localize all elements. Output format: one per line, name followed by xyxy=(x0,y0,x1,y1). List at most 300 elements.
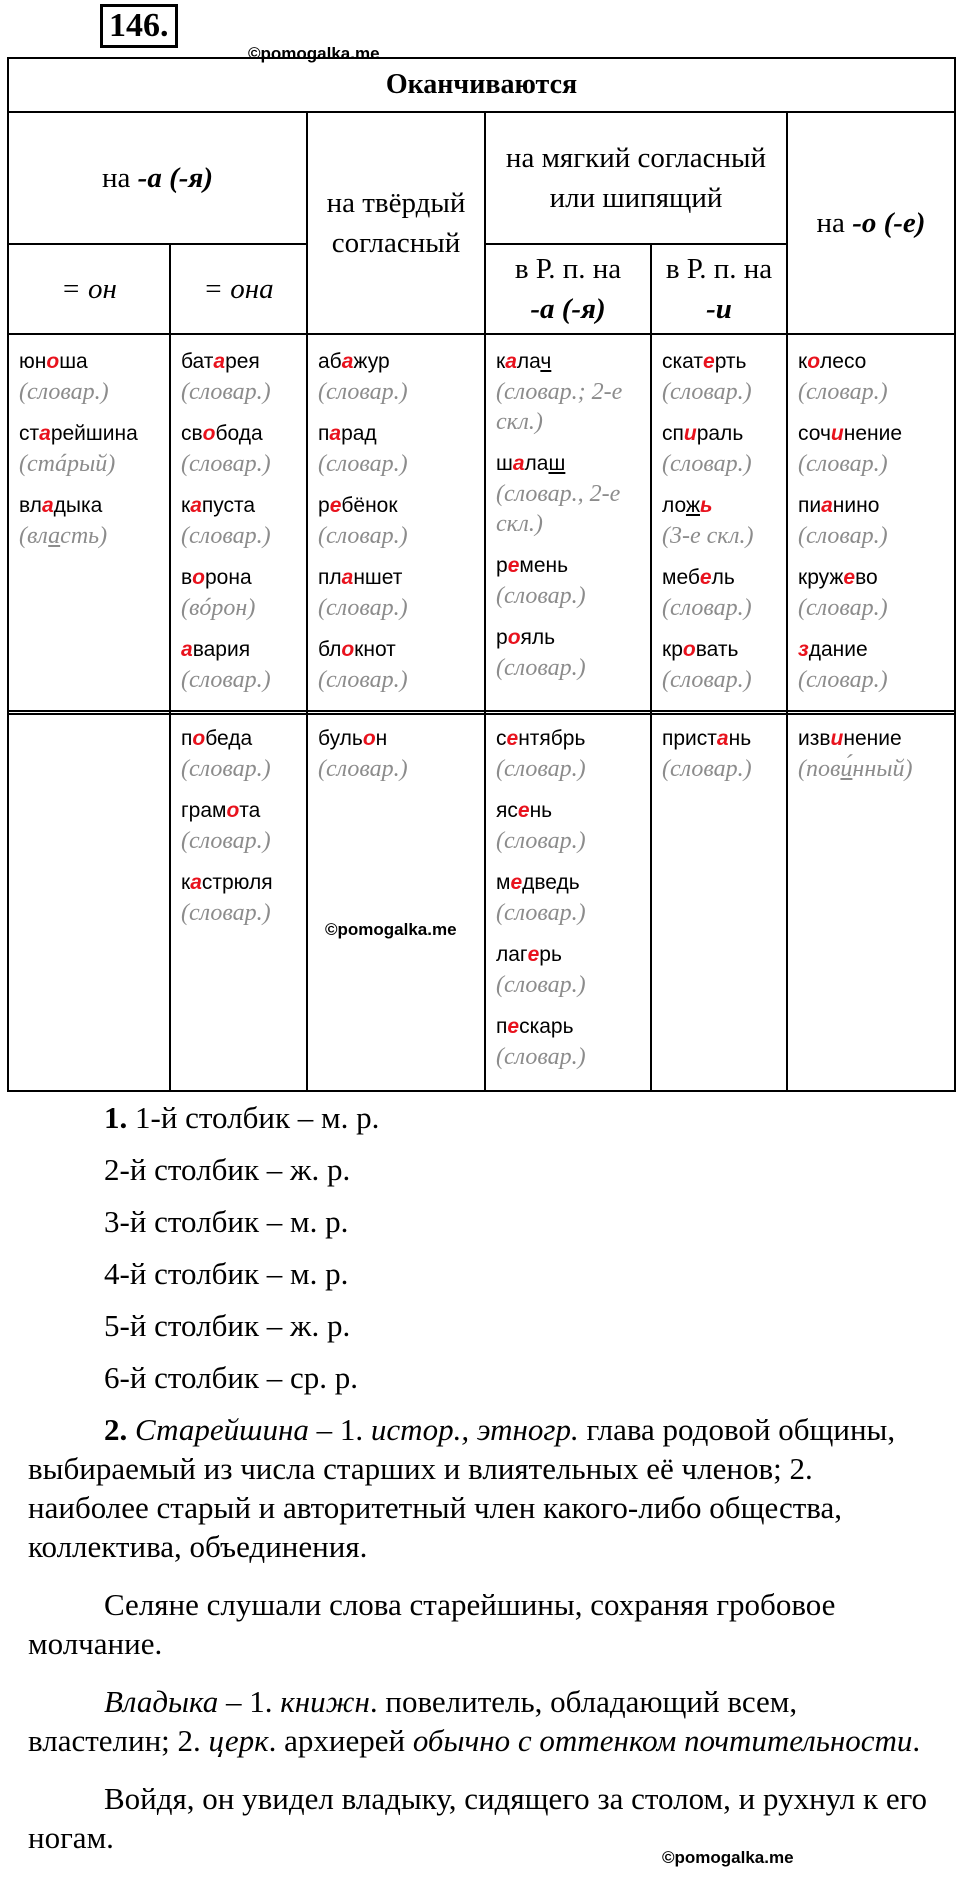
word-part: п xyxy=(318,422,330,445)
word-part: пуста xyxy=(201,494,256,517)
word-part: меб xyxy=(662,566,700,589)
word-part: беда xyxy=(205,727,253,750)
word-entry xyxy=(496,551,642,611)
note-part: (словар.) xyxy=(496,828,586,854)
example-vladyka: Войдя, он увидел владыку, сидящего за столом, и рухнул к его ногам. xyxy=(28,1781,928,1855)
word-entry xyxy=(496,724,642,784)
word-entry xyxy=(181,347,298,407)
def2-e: . архиерей xyxy=(268,1723,413,1758)
subhead-rp-i-suffix: -и xyxy=(706,293,732,325)
word-part: м xyxy=(496,871,511,894)
group-o-prefix: на xyxy=(816,207,853,239)
word xyxy=(496,724,642,754)
word xyxy=(181,868,298,898)
word-part: е xyxy=(507,1015,520,1038)
word-part: о xyxy=(202,422,216,445)
note-part: (словар.) xyxy=(662,595,752,621)
word-part: рея xyxy=(225,350,260,373)
word-entry xyxy=(318,563,476,623)
word-entry xyxy=(798,347,946,407)
word-part: нтябрь xyxy=(518,727,586,750)
word xyxy=(798,347,946,377)
word xyxy=(496,623,642,653)
word-note xyxy=(662,449,778,479)
word xyxy=(662,724,778,754)
word-entry xyxy=(662,347,778,407)
word-part: сп xyxy=(662,422,684,445)
note-part: (вл xyxy=(19,523,49,549)
word-part: юн xyxy=(19,350,47,373)
word-part: стрюля xyxy=(201,871,273,894)
word-entry xyxy=(662,635,778,695)
def2-a: – 1. xyxy=(218,1684,281,1719)
word-part: ж xyxy=(685,494,700,517)
note-part: (словар.) xyxy=(318,523,408,549)
word-part: раль xyxy=(696,422,744,445)
word xyxy=(496,551,642,581)
definition-starejshina xyxy=(28,1410,928,1566)
note-part: á xyxy=(54,451,67,477)
word-entry xyxy=(496,868,642,928)
table.rows1-column-2 xyxy=(170,334,307,714)
word-part: е xyxy=(507,554,520,577)
word-part: пл xyxy=(318,566,342,589)
word-entry xyxy=(798,419,946,479)
note-part: (словар.) xyxy=(798,451,888,477)
word-entry xyxy=(181,491,298,551)
word-note xyxy=(496,1042,642,1072)
word-note xyxy=(496,581,642,611)
word-note xyxy=(19,521,161,551)
answer-2-number: 2. xyxy=(104,1412,128,1447)
word xyxy=(318,419,476,449)
subhead-on-text: = он xyxy=(61,273,117,305)
word xyxy=(181,347,298,377)
word-part: жур xyxy=(353,350,390,373)
word-part: и xyxy=(683,422,697,445)
word xyxy=(798,491,946,521)
word-part: рейшина xyxy=(50,422,138,445)
word xyxy=(181,419,298,449)
word-entry xyxy=(798,491,946,551)
word-note xyxy=(318,665,476,695)
word-entry xyxy=(19,491,161,551)
word-part: о xyxy=(682,638,696,661)
word-note xyxy=(181,826,298,856)
word-part: е xyxy=(699,566,712,589)
word-entry xyxy=(662,491,778,551)
word-note xyxy=(318,521,476,551)
word-part: грам xyxy=(181,799,227,822)
word-part: о xyxy=(807,350,821,373)
word-entry xyxy=(318,419,476,479)
word xyxy=(662,347,778,377)
word xyxy=(19,491,161,521)
word xyxy=(181,563,298,593)
word xyxy=(496,449,642,479)
def1-c: глава родовой общины, выбираемый из числа старших и влиятельных её членов; 2. наиболее старый и авторитетный член какого-либо общества, коллектива, объединения. xyxy=(28,1412,896,1564)
note-part: (словар.) xyxy=(318,595,408,621)
note-part: рон) xyxy=(211,595,256,621)
word xyxy=(662,635,778,665)
note-part: нный) xyxy=(852,756,913,782)
word-part: н xyxy=(375,727,388,750)
note-part: (словар.) xyxy=(181,523,271,549)
word-entry xyxy=(496,1012,642,1072)
def1-a: – 1. xyxy=(308,1412,371,1447)
word-part: нение xyxy=(843,727,902,750)
word-note xyxy=(181,593,298,623)
group-header-soft: на мягкий согласный или шипящий xyxy=(485,112,787,244)
word-part: к xyxy=(496,350,506,373)
word-part: а xyxy=(39,422,51,445)
word-part: скат xyxy=(662,350,703,373)
note-part: рый) xyxy=(66,451,116,477)
note-part: (словар.) xyxy=(318,667,408,693)
word-part: с xyxy=(496,727,507,750)
word-entry xyxy=(19,419,161,479)
word-part: а xyxy=(190,494,202,517)
word-note xyxy=(181,665,298,695)
word-part: аб xyxy=(318,350,342,373)
note-part: (словар.) xyxy=(19,379,109,405)
word-note xyxy=(318,593,476,623)
word-part: рона xyxy=(204,566,252,589)
word-part: е xyxy=(517,799,530,822)
word xyxy=(181,491,298,521)
word-part: ло xyxy=(662,494,686,517)
table.rows2-column-2 xyxy=(170,711,307,1091)
word xyxy=(19,347,161,377)
def2-b: книжн xyxy=(280,1684,370,1719)
word-entry xyxy=(798,563,946,623)
note-part: (пов xyxy=(798,756,841,782)
note-part: (в xyxy=(181,595,200,621)
watermark-middle: ©pomogalka.me xyxy=(325,920,457,939)
group-a-suffix: -а (-я) xyxy=(137,162,213,194)
word-note xyxy=(798,593,946,623)
word-note xyxy=(181,521,298,551)
word-note xyxy=(496,653,642,683)
word-part: яс xyxy=(496,799,518,822)
note-part: (ст xyxy=(19,451,55,477)
word-part: ь xyxy=(700,494,713,517)
word-part: а xyxy=(341,350,354,373)
word-part: во xyxy=(855,566,878,589)
group-a-prefix: на xyxy=(102,162,138,194)
word-part: рад xyxy=(341,422,377,445)
word-note xyxy=(496,377,642,437)
word-entry xyxy=(181,419,298,479)
word-part: е xyxy=(843,566,856,589)
word-part: о xyxy=(46,350,60,373)
word xyxy=(496,868,642,898)
table.rows1-column-6 xyxy=(787,334,955,714)
word-part: рть xyxy=(714,350,747,373)
watermark-bottom: ©pomogalka.me xyxy=(662,1848,794,1867)
answer-line-3: 3-й столбик – м. р. xyxy=(104,1204,349,1239)
note-part: (словар.) xyxy=(181,451,271,477)
word-note xyxy=(496,754,642,784)
word-part: (3-е скл.) xyxy=(662,523,754,549)
word-part: нение xyxy=(843,422,903,445)
word xyxy=(496,1012,642,1042)
word-part: скарь xyxy=(519,1015,574,1038)
note-part: (словар.) xyxy=(798,595,888,621)
word-part: к xyxy=(181,494,191,517)
word-note xyxy=(798,754,946,784)
word-entry xyxy=(318,347,476,407)
word-part: буль xyxy=(318,727,363,750)
word-part: ш xyxy=(496,452,513,475)
note-part: и́ xyxy=(840,756,853,782)
word xyxy=(318,635,476,665)
word xyxy=(798,635,946,665)
example-starejshina: Селяне слушали слова старейшины, сохраняя гробовое молчание. xyxy=(28,1587,836,1661)
word-part: а xyxy=(213,350,226,373)
word-entry xyxy=(798,724,946,784)
word-part: е xyxy=(510,871,523,894)
word-note xyxy=(181,449,298,479)
word-part: бат xyxy=(181,350,214,373)
word-entry xyxy=(318,724,476,784)
word-part: ша xyxy=(59,350,88,373)
word-part: р xyxy=(318,494,330,517)
word-entry xyxy=(496,347,642,437)
group-header-hard: на твёрдый согласный xyxy=(307,112,485,334)
note-part: (словар.) xyxy=(181,756,271,782)
word xyxy=(496,796,642,826)
word-part: прист xyxy=(662,727,717,750)
word-part: яль xyxy=(520,626,556,649)
word-part: и xyxy=(830,727,844,750)
word xyxy=(662,419,778,449)
word xyxy=(798,724,946,754)
def2-d: церк xyxy=(208,1723,269,1758)
words-table xyxy=(7,57,956,715)
word-part: лесо xyxy=(820,350,867,373)
word xyxy=(496,347,642,377)
word-part: а xyxy=(512,452,525,475)
word-part: о xyxy=(507,626,521,649)
word-entry xyxy=(318,491,476,551)
word-entry xyxy=(181,868,298,928)
note-part: (словар.) xyxy=(181,379,271,405)
note-part: (словар., 2-е скл.) xyxy=(496,481,621,537)
word-entry xyxy=(496,796,642,856)
word-part: к xyxy=(181,871,191,894)
subhead-ona xyxy=(170,244,307,334)
word-entry xyxy=(181,563,298,623)
answer-1-number: 1. xyxy=(104,1100,128,1135)
word xyxy=(181,635,298,665)
word-part: кр xyxy=(662,638,683,661)
word-part: а xyxy=(341,566,354,589)
word-note xyxy=(19,377,161,407)
def2-word: Владыка xyxy=(104,1684,219,1719)
word-part: о xyxy=(341,638,355,661)
note-part: (словар.) xyxy=(496,655,586,681)
word-part: к xyxy=(798,350,808,373)
table.rows1-column-3 xyxy=(307,334,485,714)
note-part: (словар.) xyxy=(496,1044,586,1070)
word-part: р xyxy=(496,554,508,577)
subhead-rp-i xyxy=(651,244,787,334)
subhead-rp-a-prefix: в Р. п. на xyxy=(514,253,622,285)
word-entry xyxy=(496,940,642,1000)
table.rows1-column-4 xyxy=(485,334,651,714)
word-part: а xyxy=(181,638,193,661)
word-part: вл xyxy=(19,494,42,517)
word-entry xyxy=(181,796,298,856)
answer-line-2: 2-й столбик – ж. р. xyxy=(104,1152,351,1187)
table.rows2-column-3 xyxy=(307,711,485,1091)
word-part: соч xyxy=(798,422,831,445)
word-part: е xyxy=(329,494,342,517)
word-note xyxy=(662,593,778,623)
word-part: бёнок xyxy=(341,494,398,517)
answer-text xyxy=(28,1098,928,1857)
task-number-box: 146. xyxy=(100,4,178,48)
word-part: бл xyxy=(318,638,342,661)
word-part: дание xyxy=(808,638,868,661)
answer-line-1 xyxy=(28,1098,928,1137)
word-note xyxy=(318,449,476,479)
word-entry xyxy=(662,724,778,784)
subhead-rp-a-suffix: -а (-я) xyxy=(530,293,606,325)
word-note xyxy=(19,449,161,479)
word-entry xyxy=(662,563,778,623)
note-part: (словар.) xyxy=(662,667,752,693)
word-part: а xyxy=(505,350,517,373)
word-part: ла xyxy=(524,452,549,475)
word-part: ль xyxy=(711,566,735,589)
word xyxy=(662,563,778,593)
answer-line-6: 6-й столбик – ср. р. xyxy=(104,1360,359,1395)
word-part: е xyxy=(527,943,540,966)
note-part: (словар.) xyxy=(496,972,586,998)
word-note xyxy=(496,898,642,928)
note-part: (словар.) xyxy=(496,900,586,926)
word-part: р xyxy=(496,626,508,649)
def2-g: . xyxy=(912,1723,921,1758)
word-part: св xyxy=(181,422,203,445)
note-part: (словар.) xyxy=(318,756,408,782)
word-entry xyxy=(19,347,161,407)
table.rows2-column-6 xyxy=(787,711,955,1091)
word-part: кнот xyxy=(354,638,396,661)
group-o-suffix: -о (-е) xyxy=(852,207,926,239)
word-entry xyxy=(496,449,642,539)
subhead-rp-a xyxy=(485,244,651,334)
table-title: Оканчиваются xyxy=(8,58,955,112)
word xyxy=(798,563,946,593)
answer-line-4: 4-й столбик – м. р. xyxy=(104,1256,349,1291)
word xyxy=(181,796,298,826)
table.rows2-column-4 xyxy=(485,711,651,1091)
answer-line-5: 5-й столбик – ж. р. xyxy=(104,1308,351,1343)
note-part: (словар.) xyxy=(496,583,586,609)
word-note xyxy=(798,665,946,695)
word-part: вария xyxy=(192,638,251,661)
word-part: пи xyxy=(798,494,822,517)
note-part: сть) xyxy=(60,523,108,549)
subhead-on xyxy=(8,244,170,334)
word-part: ст xyxy=(19,422,40,445)
word-entry xyxy=(798,635,946,695)
word-part: ншет xyxy=(353,566,403,589)
word-part: ш xyxy=(548,452,566,475)
word-note xyxy=(662,377,778,407)
word xyxy=(496,940,642,970)
word-part: е xyxy=(703,350,715,373)
word-part: лаг xyxy=(496,943,528,966)
def2-f: обычно с оттенком почтительности xyxy=(412,1723,913,1758)
word xyxy=(318,563,476,593)
word-part: вать xyxy=(695,638,739,661)
word xyxy=(798,419,946,449)
word-part: ла xyxy=(516,350,541,373)
word xyxy=(662,491,778,551)
word-part: бода xyxy=(215,422,263,445)
note-part: (словар.) xyxy=(496,756,586,782)
watermark-top: ©pomogalka.me xyxy=(248,44,380,63)
word-part: круж xyxy=(798,566,844,589)
word-part: а xyxy=(190,871,202,894)
note-part: (словар.; 2-е скл.) xyxy=(496,379,623,435)
word-part: е xyxy=(506,727,519,750)
word-note xyxy=(318,754,476,784)
word-part: в xyxy=(181,566,193,589)
note-part: (словар.) xyxy=(181,900,271,926)
word-part: дыка xyxy=(53,494,103,517)
word-part: п xyxy=(181,727,193,750)
word-part: а xyxy=(821,494,833,517)
word-entry xyxy=(181,635,298,695)
note-part: (словар.) xyxy=(662,756,752,782)
word-part: а xyxy=(329,422,342,445)
word-note xyxy=(798,449,946,479)
word-part: о xyxy=(226,799,240,822)
note-part: (словар.) xyxy=(662,451,752,477)
word-note xyxy=(662,665,778,695)
word-part: п xyxy=(496,1015,508,1038)
table.rows2-column-5 xyxy=(651,711,787,1091)
def1-word: Старейшина xyxy=(135,1412,309,1447)
note-part: ó xyxy=(199,595,212,621)
word-entry xyxy=(662,419,778,479)
note-part: (словар.) xyxy=(181,828,271,854)
definition-vladyka xyxy=(28,1682,928,1760)
subhead-ona-text: = она xyxy=(203,273,274,305)
word-note xyxy=(181,898,298,928)
word-part: мень xyxy=(519,554,569,577)
word-entry xyxy=(181,724,298,784)
word-note xyxy=(181,754,298,784)
def1-b: истор., этногр. xyxy=(370,1412,579,1447)
word-part: нь xyxy=(529,799,553,822)
note-part: (словар.) xyxy=(798,379,888,405)
word-part: изв xyxy=(798,727,831,750)
group-header-a xyxy=(8,112,307,244)
note-part: (словар.) xyxy=(318,379,408,405)
word-note xyxy=(662,754,778,784)
word-note xyxy=(181,377,298,407)
word-part: та xyxy=(239,799,261,822)
word-part: нь xyxy=(728,727,752,750)
word-part: о xyxy=(192,566,205,589)
word-entry xyxy=(318,635,476,695)
